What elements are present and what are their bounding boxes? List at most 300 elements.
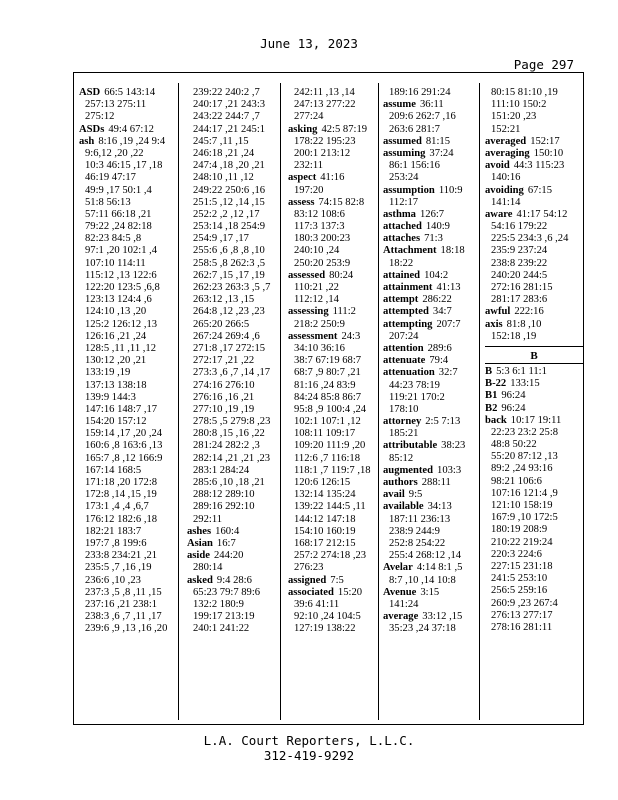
page-line-references: 97:1 ,20 102:1 ,4 [85, 245, 158, 257]
page-line-references: 66:5 143:14 [104, 87, 156, 98]
index-entry [79, 124, 177, 136]
page-line-references: 89:2 ,24 93:16 [491, 463, 553, 475]
index-entry-continuation [79, 172, 177, 184]
index-entry-continuation [485, 124, 583, 136]
page-line-references: 122:20 123:5 ,6,8 [85, 282, 160, 293]
page-line-references: 132:14 135:24 [294, 489, 356, 501]
index-entry-continuation [187, 611, 285, 623]
index-entry-continuation [79, 477, 177, 489]
index-entry [288, 124, 386, 136]
page-line-references: 16:7 [216, 537, 236, 549]
index-entry-continuation [79, 245, 177, 257]
page-line-references: 207:24 [389, 330, 419, 342]
index-term: attempted [383, 306, 429, 318]
index-entry-continuation [288, 562, 386, 574]
page-line-references: 237:16 ,21 238:1 [85, 598, 158, 610]
index-entry [288, 575, 386, 587]
index-entry [288, 270, 386, 282]
page-line-references: 152:21 [491, 123, 521, 135]
index-entry-continuation [288, 538, 386, 550]
page-line-references: 274:16 276:10 [193, 379, 255, 391]
column-divider [178, 83, 179, 720]
page-line-references: 240:1 241:22 [193, 623, 250, 635]
index-entry-continuation [288, 99, 386, 111]
page-line-references: 119:21 170:2 [389, 391, 445, 403]
index-entry-continuation [383, 550, 481, 562]
index-entry-continuation [187, 343, 285, 355]
page-line-references: 86:1 156:16 [389, 160, 440, 172]
page-line-references: 253:24 [389, 172, 419, 184]
index-entry-continuation [485, 512, 583, 524]
index-entry-continuation [187, 270, 285, 282]
page-line-references: 81:16 ,24 83:9 [294, 379, 356, 391]
page-line-references: 54:16 179:22 [491, 221, 548, 233]
index-entry-continuation [187, 465, 285, 477]
page-line-references: 276:13 277:17 [491, 609, 553, 621]
index-term: Asian [187, 537, 213, 549]
index-entry-continuation [383, 172, 481, 184]
index-entry-continuation [187, 87, 285, 99]
page-line-references: 34:10 36:16 [294, 342, 345, 354]
index-term: average [383, 611, 419, 623]
index-entry [485, 185, 583, 197]
index-term: Avenue [383, 586, 417, 598]
page-line-references: 151:20 ,23 [491, 111, 537, 123]
page-line-references: 80:15 81:10 ,19 [491, 87, 558, 98]
index-term: axis [485, 318, 503, 330]
index-entry-continuation [187, 185, 285, 197]
page-line-references: 189:16 291:24 [389, 87, 451, 98]
index-entry-continuation [288, 526, 386, 538]
index-entry [383, 489, 481, 501]
page-line-references: 283:1 284:24 [193, 464, 250, 476]
page-line-references: 55:20 87:12 ,13 [491, 451, 558, 463]
index-term: attached [383, 221, 422, 233]
index-entry-continuation [187, 172, 285, 184]
index-entry-continuation [288, 111, 386, 123]
index-term: asked [187, 574, 213, 586]
index-entry-continuation [485, 524, 583, 536]
page-line-references: 240:20 244:5 [491, 269, 548, 281]
page-line-references: 2:5 7:13 [425, 416, 461, 428]
page-line-references: 144:12 147:18 [294, 513, 356, 525]
index-entry-continuation [187, 221, 285, 233]
page-line-references: 139:9 144:3 [85, 391, 136, 403]
index-entry [288, 172, 386, 184]
index-entry [383, 136, 481, 148]
index-entry-continuation [79, 611, 177, 623]
index-entry [485, 390, 583, 402]
page-line-references: 276:23 [294, 562, 324, 574]
page-line-references: 9:6,12 ,20 ,22 [85, 147, 144, 159]
index-entry-continuation [288, 416, 386, 428]
index-entry-continuation [485, 549, 583, 561]
index-entry-continuation [187, 599, 285, 611]
page-line-references: 233:8 234:21 ,21 [85, 550, 158, 562]
page-line-references: 277:24 [294, 111, 324, 123]
index-entry-continuation [383, 599, 481, 611]
page-line-references: 238:9 244:9 [389, 525, 440, 537]
page-line-references: 286:22 [422, 294, 452, 306]
footer-company: L.A. Court Reporters, L.L.C. [203, 733, 415, 748]
index-entry-continuation [383, 514, 481, 526]
index-entry-continuation [187, 124, 285, 136]
page-line-references: 9:4 28:6 [216, 574, 252, 586]
page-line-references: 271:8 ,17 272:15 [193, 342, 266, 354]
index-entry-continuation [485, 476, 583, 488]
index-term: B [485, 365, 493, 377]
page-line-references: 238:3 ,6 ,7 ,11 ,17 [85, 611, 162, 623]
index-entry [485, 306, 583, 318]
index-entry [383, 306, 481, 318]
page-line-references: 5:3 6:1 11:1 [496, 365, 547, 377]
page-line-references: 33:12 ,15 [422, 611, 463, 623]
page-line-references: 71:3 [424, 233, 443, 245]
index-column-4 [383, 87, 481, 719]
page-line-references: 137:13 138:18 [85, 379, 147, 391]
index-entry-continuation [187, 331, 285, 343]
index-column-5 [485, 87, 583, 719]
index-entry-continuation [383, 575, 481, 587]
page-line-references: 141:14 [491, 196, 521, 208]
page-line-references: 132:2 180:9 [193, 598, 244, 610]
page-line-references: 278:16 281:11 [491, 621, 553, 633]
page-line-references: 185:21 [389, 428, 419, 440]
index-entry-continuation [288, 245, 386, 257]
index-term: Attachment [383, 245, 437, 257]
page-line-references: 292:11 [193, 513, 223, 525]
index-entry-continuation [79, 331, 177, 343]
page-line-references: 260:9 ,23 267:4 [491, 597, 558, 609]
index-entry [383, 245, 481, 257]
page-line-references: 178:10 [389, 403, 419, 415]
index-entry-continuation [79, 258, 177, 270]
index-term: assessing [288, 306, 329, 318]
page-line-references: 239:6 ,9 ,13 ,16 ,20 [85, 623, 168, 635]
index-entry-continuation [485, 463, 583, 475]
index-entry-continuation [485, 282, 583, 294]
index-frame [73, 72, 584, 725]
index-term: averaging [485, 147, 530, 159]
index-entry-continuation [485, 561, 583, 573]
index-entry-continuation [288, 501, 386, 513]
page-line-references: 254:9 ,17 ,17 [193, 233, 249, 245]
index-term: assess [288, 196, 315, 208]
page-line-references: 168:17 212:15 [294, 537, 356, 549]
page-line-references: 44:3 115:23 [513, 160, 565, 172]
page-line-references: 7:5 [330, 574, 344, 586]
index-entry-continuation [485, 451, 583, 463]
page-line-references: 240:17 ,21 243:3 [193, 99, 266, 111]
index-entry-continuation [288, 453, 386, 465]
page-line-references: 46:19 47:17 [85, 172, 136, 184]
index-entry [288, 331, 386, 343]
page-line-references: 110:9 [438, 184, 463, 196]
index-entry-continuation [288, 319, 386, 331]
index-term: assuming [383, 147, 426, 159]
index-entry-continuation [79, 148, 177, 160]
page-line-references: 79:22 ,24 82:18 [85, 221, 152, 233]
page-line-references: 176:12 182:6 ,18 [85, 513, 158, 525]
index-entry-continuation [187, 209, 285, 221]
page-line-references: 37:24 [429, 147, 454, 159]
page-line-references: 147:16 148:7 ,17 [85, 403, 158, 415]
page-line-references: 41:16 [320, 172, 345, 184]
index-entry [485, 160, 583, 172]
index-entry-continuation [485, 573, 583, 585]
index-entry-continuation [383, 380, 481, 392]
index-entry-continuation [383, 331, 481, 343]
page-line-references: 111:10 150:2 [491, 99, 547, 111]
index-term: augmented [383, 464, 434, 476]
page-line-references: 167:14 168:5 [85, 464, 142, 476]
page-line-references: 237:3 ,5 ,8 ,11 ,15 [85, 586, 162, 598]
index-entry-continuation [288, 623, 386, 635]
page-line-references: 257:13 275:11 [85, 99, 147, 111]
page-line-references: 262:7 ,15 ,17 ,19 [193, 269, 265, 281]
index-entry-continuation [485, 270, 583, 282]
index-entry-continuation [383, 87, 481, 99]
page-line-references: 173:1 ,4 ,4 ,6,7 [85, 501, 149, 513]
page-line-references: 239:22 240:2 ,7 [193, 87, 260, 98]
index-entry [187, 538, 285, 550]
page-line-references: 140:16 [491, 172, 521, 184]
index-entry [383, 343, 481, 355]
page-line-references: 264:8 ,12 ,23 ,23 [193, 306, 265, 318]
index-entry-continuation [288, 489, 386, 501]
index-entry-continuation [79, 367, 177, 379]
page-line-references: 272:16 281:15 [491, 282, 553, 293]
page-line-references: 171:18 ,20 172:8 [85, 477, 158, 488]
page-line-references: 273:3 ,6 ,7 ,14 ,17 [193, 367, 271, 379]
page-line-references: 115:12 ,13 122:6 [85, 269, 157, 281]
page-line-references: 252:8 254:22 [389, 537, 446, 549]
index-entry-continuation [383, 111, 481, 123]
index-entry-continuation [79, 404, 177, 416]
index-entry-continuation [187, 306, 285, 318]
page-line-references: 15:20 [337, 586, 363, 598]
page-line-references: 225:5 234:3 ,6 ,24 [491, 233, 569, 245]
index-entry-continuation [288, 233, 386, 245]
index-entry-continuation [187, 160, 285, 172]
index-term: attorney [383, 416, 422, 428]
index-term: aware [485, 208, 513, 220]
page-line-references: 109:20 111:9 ,20 [294, 440, 366, 452]
index-entry [383, 209, 481, 221]
index-entry [485, 148, 583, 160]
index-entry-continuation [187, 319, 285, 331]
index-entry-continuation [79, 489, 177, 501]
index-entry-continuation [288, 343, 386, 355]
page-line-references: 112:12 ,14 [294, 294, 339, 306]
index-term: associated [288, 586, 334, 598]
page-line-references: 288:12 289:10 [193, 489, 255, 501]
page-line-references: 280:14 [193, 562, 223, 574]
index-term: B2 [485, 402, 498, 414]
index-entry [485, 136, 583, 148]
index-term: attempting [383, 318, 433, 330]
page-line-references: 107:10 114:11 [85, 257, 146, 269]
index-entry-continuation [187, 197, 285, 209]
index-entry-continuation [485, 585, 583, 597]
index-entry-continuation [288, 282, 386, 294]
index-term: attained [383, 269, 421, 281]
page-line-references: 44:23 78:19 [389, 379, 440, 391]
index-entry-continuation [383, 197, 481, 209]
index-entry-continuation [79, 233, 177, 245]
footer-phone: 312-419-9292 [263, 748, 355, 763]
page-line-references: 32:7 [438, 367, 458, 379]
page-line-references: 118:1 ,7 119:7 ,18 [294, 464, 371, 476]
page-line-references: 251:5 ,12 ,14 ,15 [193, 196, 265, 208]
index-entry [288, 587, 386, 599]
index-entry-continuation [485, 233, 583, 245]
page-line-references: 257:2 274:18 ,23 [294, 550, 367, 562]
page-line-references: 4:14 8:1 ,5 [416, 562, 463, 574]
page-line-references: 112:17 [389, 196, 419, 208]
index-entry-continuation [187, 367, 285, 379]
page-line-references: 10:17 19:11 [510, 414, 562, 426]
page-line-references: 68:7 ,9 80:7 ,21 [294, 367, 361, 379]
index-entry-continuation [485, 221, 583, 233]
index-term: averaged [485, 135, 527, 147]
index-entry-continuation [383, 623, 481, 635]
index-term: assigned [288, 574, 327, 586]
index-entry-continuation [187, 99, 285, 111]
index-term: attaches [383, 233, 421, 245]
index-entry-continuation [79, 209, 177, 221]
page-line-references: 38:23 [441, 440, 466, 452]
index-entry [383, 270, 481, 282]
index-entry [383, 367, 481, 379]
index-entry-continuation [79, 221, 177, 233]
page-line-references: 48:8 50:22 [491, 439, 537, 451]
index-entry-continuation [288, 87, 386, 99]
page-line-references: 154:10 160:19 [294, 525, 356, 537]
index-entry-continuation [187, 111, 285, 123]
index-term: assume [383, 99, 416, 111]
index-term: authors [383, 477, 418, 488]
page-line-references: 275:12 [85, 111, 115, 123]
page-line-references: 51:8 56:13 [85, 196, 131, 208]
index-entry-continuation [187, 514, 285, 526]
page-line-references: 272:17 ,21 ,22 [193, 355, 255, 367]
index-entry-continuation [79, 306, 177, 318]
index-entry-continuation [79, 623, 177, 635]
index-entry-continuation [187, 477, 285, 489]
page-line-references: 227:15 231:18 [491, 560, 553, 572]
index-entry [383, 294, 481, 306]
index-entry-continuation [383, 392, 481, 404]
index-entry [288, 197, 386, 209]
page-line-references: 120:6 126:15 [294, 477, 351, 488]
index-entry-continuation [79, 575, 177, 587]
index-entry-continuation [485, 427, 583, 439]
page-line-references: 34:13 [427, 501, 452, 513]
page-line-references: 232:11 [294, 160, 324, 172]
index-entry [383, 148, 481, 160]
index-entry [79, 136, 177, 148]
index-entry-continuation [187, 258, 285, 270]
index-term: B1 [485, 390, 498, 402]
index-entry-continuation [79, 562, 177, 574]
page-line-references: 248:10 ,11 ,12 [193, 172, 254, 184]
index-entry [187, 526, 285, 538]
page-line-references: 209:6 262:7 ,16 [389, 111, 456, 123]
page-line-references: 235:5 ,7 ,16 ,19 [85, 562, 152, 574]
page-line-references: 246:18 ,21 ,24 [193, 147, 255, 159]
index-entry-continuation [485, 488, 583, 500]
index-entry-continuation [79, 587, 177, 599]
page-line-references: 262:23 263:3 ,5 ,7 [193, 282, 271, 293]
page-line-references: 133:19 ,19 [85, 367, 131, 379]
index-entry-continuation [79, 526, 177, 538]
page-line-references: 41:17 54:12 [516, 208, 568, 220]
index-entry [383, 282, 481, 294]
index-entry-continuation [187, 233, 285, 245]
page-line-references: 255:6 ,6 ,8 ,8 ,10 [193, 245, 265, 257]
page-line-references: 280:8 ,15 ,16 ,22 [193, 428, 265, 440]
index-entry-continuation [288, 404, 386, 416]
index-entry-continuation [79, 355, 177, 367]
index-entry-continuation [383, 258, 481, 270]
index-entry-continuation [485, 172, 583, 184]
page-line-references: 139:22 144:5 ,11 [294, 501, 366, 513]
index-entry-continuation [485, 439, 583, 451]
page-line-references: 110:21 ,22 [294, 282, 339, 293]
index-entry-continuation [288, 294, 386, 306]
index-entry-continuation [288, 148, 386, 160]
page-line-references: 236:6 ,10 ,23 [85, 574, 141, 586]
page-line-references: 282:14 ,21 ,21 ,23 [193, 452, 271, 464]
index-entry-continuation [187, 355, 285, 367]
page-line-references: 121:10 158:19 [491, 500, 553, 511]
page-line-references: 140:9 [425, 221, 450, 233]
page-line-references: 125:2 126:12 ,13 [85, 318, 158, 330]
page-line-references: 24:3 [341, 330, 361, 342]
index-term: assessed [288, 269, 326, 281]
index-entry [288, 306, 386, 318]
page-line-references: 253:14 ,18 254:9 [193, 221, 266, 233]
index-entry-continuation [485, 610, 583, 622]
page-line-references: 152:18 ,19 [491, 330, 537, 342]
page-line-references: 18:22 [389, 257, 414, 269]
page-line-references: 258:5 ,8 262:3 ,5 [193, 257, 266, 269]
page-line-references: 128:5 ,11 ,11 ,12 [85, 342, 157, 354]
page-line-references: 167:9 ,10 172:5 [491, 512, 558, 524]
index-entry [383, 587, 481, 599]
page-line-references: 42:5 87:19 [321, 123, 368, 135]
index-entry-continuation [485, 598, 583, 610]
page-line-references: 127:19 138:22 [294, 623, 356, 635]
page-line-references: 199:17 213:19 [193, 611, 255, 623]
index-entry-continuation [485, 622, 583, 634]
index-term: Avelar [383, 562, 413, 574]
index-entry [383, 416, 481, 428]
index-entry-continuation [187, 489, 285, 501]
page-line-references: 252:2 ,2 ,12 ,17 [193, 208, 260, 220]
index-term: ASDs [79, 123, 105, 135]
index-term: back [485, 414, 507, 426]
index-term: avoiding [485, 184, 524, 196]
index-entry-continuation [383, 404, 481, 416]
index-entry-continuation [187, 282, 285, 294]
index-term: attempt [383, 294, 419, 306]
index-entry [485, 209, 583, 221]
index-entry-continuation [79, 392, 177, 404]
page-line-references: 96:24 [501, 402, 526, 414]
page-line-references: 36:11 [419, 99, 444, 111]
